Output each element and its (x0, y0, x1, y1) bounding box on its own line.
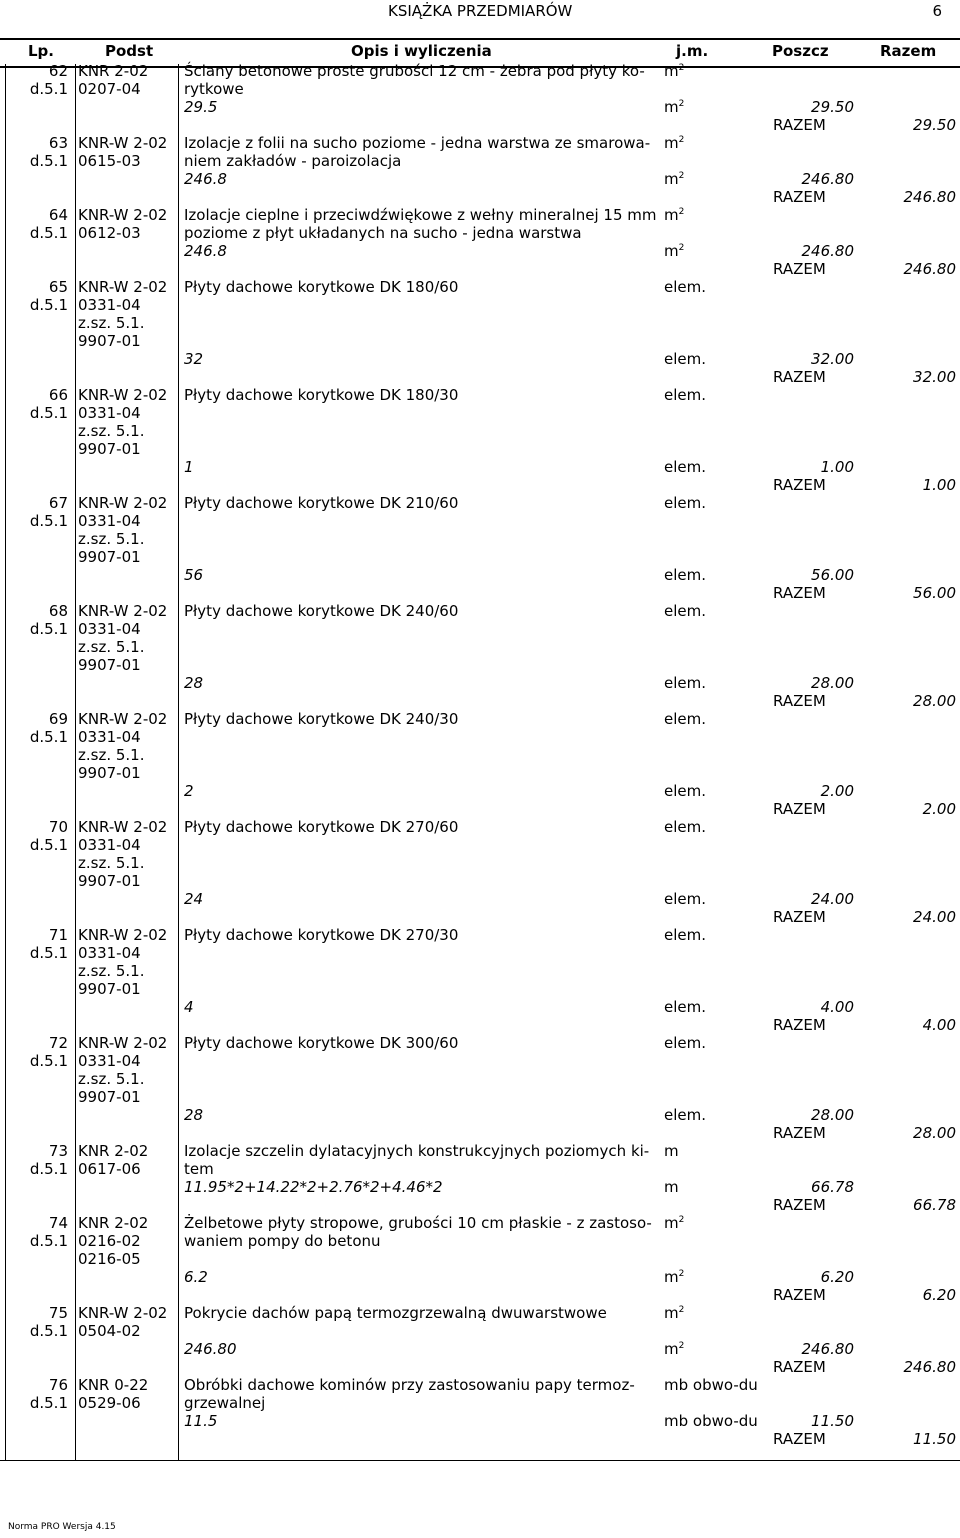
measure-unit: mb obwo-du (664, 1412, 758, 1430)
measure-line (0, 242, 960, 260)
row-podst: KNR 2-02 0216-02 0216-05 (78, 1214, 149, 1268)
row-description: Obróbki dachowe kominów przy zastosowaniu papy termoz-grzewalnej (184, 1376, 635, 1412)
razem-value: 2.00 (922, 800, 956, 818)
table-row (0, 926, 960, 998)
row-lp: 72 d.5.1 (29, 1034, 68, 1070)
measure-value: 28.00 (811, 1106, 854, 1124)
razem-label: RAZEM (773, 1358, 826, 1376)
razem-value: 11.50 (913, 1430, 956, 1448)
row-description: Izolacje cieplne i przeciwdźwiękowe z wełny mineralnej 15 mm poziome z płyt układanych na sucho - jedna warstwa (184, 206, 657, 242)
razem-label: RAZEM (773, 908, 826, 926)
razem-line (0, 1124, 960, 1142)
table-row (0, 710, 960, 782)
razem-label: RAZEM (773, 1196, 826, 1214)
row-lp: 73 d.5.1 (29, 1142, 68, 1178)
row-description: Izolacje z folii na sucho poziome - jedna warstwa ze smarowa-niem zakładów - paroizolacja (184, 134, 651, 170)
row-lp: 76 d.5.1 (29, 1376, 68, 1412)
razem-value: 29.50 (913, 116, 956, 134)
row-unit: mb obwo-du (664, 1376, 758, 1394)
measure-formula: 29.5 (184, 98, 218, 116)
measure-formula: 246.8 (184, 170, 227, 188)
measure-unit: elem. (664, 782, 707, 800)
measure-formula: 246.8 (184, 242, 227, 260)
razem-line (0, 908, 960, 926)
row-podst: KNR-W 2-02 0331-04 z.sz. 5.1. 9907-01 (78, 278, 168, 350)
row-lp: 65 d.5.1 (29, 278, 68, 314)
row-description: Płyty dachowe korytkowe DK 300/60 (184, 1034, 459, 1052)
row-lp: 64 d.5.1 (29, 206, 68, 242)
measure-line (0, 1106, 960, 1124)
row-lp: 66 d.5.1 (29, 386, 68, 422)
row-lp: 67 d.5.1 (29, 494, 68, 530)
razem-label: RAZEM (773, 584, 826, 602)
row-unit: elem. (664, 386, 707, 404)
table-row (0, 494, 960, 566)
razem-label: RAZEM (773, 692, 826, 710)
razem-line (0, 1196, 960, 1214)
row-lp: 70 d.5.1 (29, 818, 68, 854)
razem-line (0, 368, 960, 386)
row-unit: $m^2$ (664, 62, 685, 80)
razem-line (0, 260, 960, 278)
row-lp: 63 d.5.1 (29, 134, 68, 170)
measure-formula: 56 (184, 566, 204, 584)
measure-unit: $m^2$ (664, 170, 685, 188)
col-razem: Razem (880, 42, 937, 60)
razem-line (0, 692, 960, 710)
measure-value: 28.00 (811, 674, 854, 692)
measure-line (0, 674, 960, 692)
col-jm: j.m. (676, 42, 709, 60)
row-unit: m (664, 1142, 679, 1160)
measure-unit: elem. (664, 674, 707, 692)
row-podst: KNR-W 2-02 0331-04 z.sz. 5.1. 9907-01 (78, 602, 168, 674)
razem-label: RAZEM (773, 1016, 826, 1034)
row-unit: $m^2$ (664, 1304, 685, 1322)
row-lp: 74 d.5.1 (29, 1214, 68, 1250)
razem-label: RAZEM (773, 1124, 826, 1142)
measure-line (0, 1340, 960, 1358)
razem-line (0, 188, 960, 206)
razem-value: 56.00 (913, 584, 956, 602)
measure-value: 66.78 (811, 1178, 854, 1196)
table-row (0, 278, 960, 350)
razem-label: RAZEM (773, 1286, 826, 1304)
col-lp: Lp. (28, 42, 54, 60)
row-description: Płyty dachowe korytkowe DK 270/30 (184, 926, 459, 944)
measure-formula: 2 (184, 782, 194, 800)
row-podst: KNR-W 2-02 0331-04 z.sz. 5.1. 9907-01 (78, 710, 168, 782)
razem-line (0, 1286, 960, 1304)
row-description: Płyty dachowe korytkowe DK 210/60 (184, 494, 459, 512)
measure-line (0, 1178, 960, 1196)
razem-label: RAZEM (773, 260, 826, 278)
razem-line (0, 1430, 960, 1448)
measure-value: 29.50 (811, 98, 854, 116)
row-lp: 69 d.5.1 (29, 710, 68, 746)
measure-formula: 4 (184, 998, 194, 1016)
measure-value: 56.00 (811, 566, 854, 584)
razem-line (0, 1358, 960, 1376)
measure-formula: 32 (184, 350, 204, 368)
row-lp: 75 d.5.1 (29, 1304, 68, 1340)
measure-formula: 246.80 (184, 1340, 237, 1358)
razem-value: 28.00 (913, 692, 956, 710)
measure-value: 24.00 (811, 890, 854, 908)
measure-unit: $m^2$ (664, 98, 685, 116)
measure-line (0, 350, 960, 368)
row-description: Płyty dachowe korytkowe DK 180/30 (184, 386, 459, 404)
razem-line (0, 116, 960, 134)
measure-line (0, 1268, 960, 1286)
measure-value: 246.80 (801, 170, 854, 188)
measure-unit: elem. (664, 890, 707, 908)
row-unit: elem. (664, 494, 707, 512)
razem-value: 6.20 (922, 1286, 956, 1304)
razem-value: 246.80 (903, 188, 956, 206)
measure-value: 11.50 (811, 1412, 854, 1430)
col-podst: Podst (105, 42, 154, 60)
measure-unit: m (664, 1178, 679, 1196)
razem-label: RAZEM (773, 1430, 826, 1448)
measure-formula: 28 (184, 674, 204, 692)
razem-label: RAZEM (773, 188, 826, 206)
razem-value: 66.78 (913, 1196, 956, 1214)
row-unit: $m^2$ (664, 206, 685, 224)
razem-value: 1.00 (922, 476, 956, 494)
measure-unit: elem. (664, 458, 707, 476)
col-poszcz: Poszcz (772, 42, 829, 60)
measure-value: 6.20 (820, 1268, 854, 1286)
row-podst: KNR-W 2-02 0612-03 (78, 206, 168, 242)
measure-value: 32.00 (811, 350, 854, 368)
measure-line (0, 98, 960, 116)
measure-unit: elem. (664, 998, 707, 1016)
row-podst: KNR-W 2-02 0504-02 (78, 1304, 168, 1340)
razem-line (0, 800, 960, 818)
razem-label: RAZEM (773, 116, 826, 134)
row-description: Płyty dachowe korytkowe DK 240/30 (184, 710, 459, 728)
table-row (0, 386, 960, 458)
row-unit: elem. (664, 926, 707, 944)
measure-value: 4.00 (820, 998, 854, 1016)
row-podst: KNR-W 2-02 0331-04 z.sz. 5.1. 9907-01 (78, 386, 168, 458)
col-opis: Opis i wyliczenia (351, 42, 492, 60)
row-description: Pokrycie dachów papą termozgrzewalną dwuwarstwowe (184, 1304, 607, 1322)
row-podst: KNR 2-02 0207-04 (78, 62, 149, 98)
table-row (0, 818, 960, 890)
measure-line (0, 1412, 960, 1430)
razem-value: 24.00 (913, 908, 956, 926)
row-unit: elem. (664, 602, 707, 620)
measure-value: 246.80 (801, 242, 854, 260)
measure-formula: 6.2 (184, 1268, 208, 1286)
row-lp: 71 d.5.1 (29, 926, 68, 962)
measure-line (0, 782, 960, 800)
row-unit: elem. (664, 278, 707, 296)
razem-line (0, 584, 960, 602)
row-unit: $m^2$ (664, 134, 685, 152)
measure-value: 246.80 (801, 1340, 854, 1358)
razem-value: 32.00 (913, 368, 956, 386)
measure-formula: 11.95*2+14.22*2+2.76*2+4.46*2 (184, 1178, 443, 1196)
row-podst: KNR-W 2-02 0615-03 (78, 134, 168, 170)
row-unit: elem. (664, 818, 707, 836)
measure-line (0, 890, 960, 908)
row-unit: $m^2$ (664, 1214, 685, 1232)
measure-unit: $m^2$ (664, 1340, 685, 1358)
razem-label: RAZEM (773, 476, 826, 494)
razem-value: 4.00 (922, 1016, 956, 1034)
row-podst: KNR 0-22 0529-06 (78, 1376, 149, 1412)
row-description: Płyty dachowe korytkowe DK 240/60 (184, 602, 459, 620)
measure-formula: 11.5 (184, 1412, 218, 1430)
row-description: Żelbetowe płyty stropowe, grubości 10 cm płaskie - z zastoso-waniem pompy do betonu (184, 1214, 652, 1250)
measure-unit: elem. (664, 350, 707, 368)
footer-note: Norma PRO Wersja 4.15 (8, 1522, 116, 1532)
row-podst: KNR-W 2-02 0331-04 z.sz. 5.1. 9907-01 (78, 1034, 168, 1106)
measure-unit: elem. (664, 1106, 707, 1124)
measure-line (0, 458, 960, 476)
measure-unit: elem. (664, 566, 707, 584)
measure-value: 1.00 (820, 458, 854, 476)
row-lp: 68 d.5.1 (29, 602, 68, 638)
razem-line (0, 476, 960, 494)
table-row (0, 602, 960, 674)
razem-value: 246.80 (903, 260, 956, 278)
row-podst: KNR-W 2-02 0331-04 z.sz. 5.1. 9907-01 (78, 926, 168, 998)
measure-line (0, 566, 960, 584)
measure-formula: 28 (184, 1106, 204, 1124)
row-lp: 62 d.5.1 (29, 62, 68, 98)
razem-line (0, 1016, 960, 1034)
measure-line (0, 170, 960, 188)
document-title: KSIĄŻKA PRZEDMIARÓW (388, 2, 573, 20)
row-unit: elem. (664, 1034, 707, 1052)
row-podst: KNR 2-02 0617-06 (78, 1142, 149, 1178)
measure-unit: $m^2$ (664, 1268, 685, 1286)
row-unit: elem. (664, 710, 707, 728)
row-description: Izolacje szczelin dylatacyjnych konstrukcyjnych poziomych ki-tem (184, 1142, 650, 1178)
measure-formula: 24 (184, 890, 204, 908)
row-description: Ściany betonowe proste grubości 12 cm - żebra pod płyty ko-rytkowe (184, 62, 645, 98)
measure-line (0, 998, 960, 1016)
row-podst: KNR-W 2-02 0331-04 z.sz. 5.1. 9907-01 (78, 818, 168, 890)
razem-value: 28.00 (913, 1124, 956, 1142)
row-podst: KNR-W 2-02 0331-04 z.sz. 5.1. 9907-01 (78, 494, 168, 566)
table-row (0, 1034, 960, 1106)
row-description: Płyty dachowe korytkowe DK 270/60 (184, 818, 459, 836)
razem-value: 246.80 (903, 1358, 956, 1376)
row-description: Płyty dachowe korytkowe DK 180/60 (184, 278, 459, 296)
measure-formula: 1 (184, 458, 194, 476)
razem-label: RAZEM (773, 368, 826, 386)
measure-unit: $m^2$ (664, 242, 685, 260)
page-number: 6 (932, 2, 942, 20)
measure-value: 2.00 (820, 782, 854, 800)
razem-label: RAZEM (773, 800, 826, 818)
